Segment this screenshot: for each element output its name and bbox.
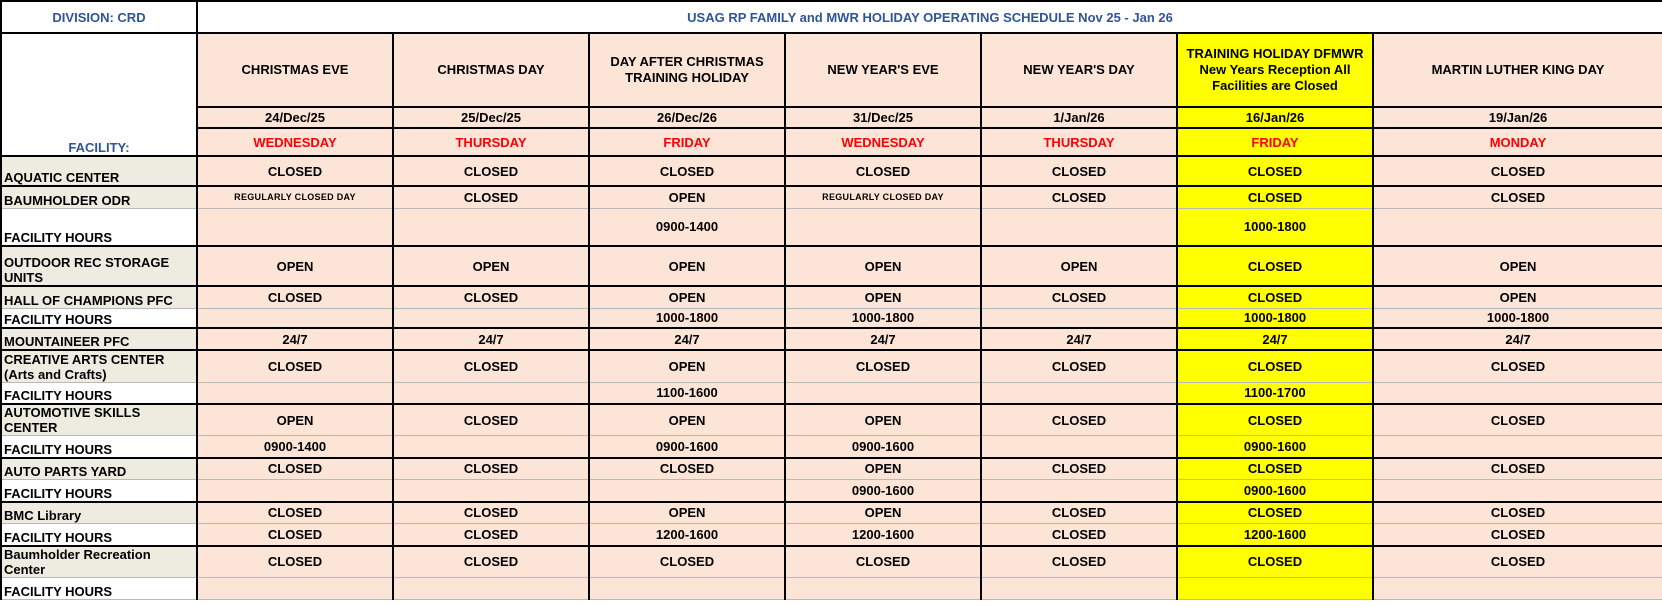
schedule-cell: CLOSED: [981, 502, 1177, 524]
schedule-cell: OPEN: [1373, 286, 1662, 308]
schedule-cell: [981, 382, 1177, 404]
schedule-cell: [393, 577, 589, 599]
schedule-cell: 24/7: [981, 328, 1177, 350]
schedule-cell: [393, 436, 589, 458]
table-row: [1, 308, 1662, 328]
schedule-cell: CLOSED: [1177, 502, 1373, 524]
schedule-cell: CLOSED: [785, 156, 981, 186]
schedule-cell: CLOSED: [393, 350, 589, 382]
schedule-cell: CLOSED: [589, 458, 785, 480]
table-row: [1, 436, 1662, 458]
schedule-cell: 24/7: [197, 328, 393, 350]
schedule-cell: CLOSED: [1177, 350, 1373, 382]
schedule-cell: CLOSED: [981, 350, 1177, 382]
table-row: [1, 328, 1662, 350]
schedule-cell: [981, 308, 1177, 328]
facility-name: BAUMHOLDER ODR: [1, 186, 197, 208]
table-row: [1, 577, 1662, 599]
schedule-cell: 0900-1600: [1177, 436, 1373, 458]
schedule-cell: CLOSED: [1177, 246, 1373, 286]
schedule-cell: 1000-1800: [1177, 208, 1373, 246]
schedule-cell: 0900-1600: [785, 436, 981, 458]
facility-name: AQUATIC CENTER: [1, 156, 197, 186]
schedule-cell: OPEN: [589, 186, 785, 208]
facility-name: AUTOMOTIVE SKILLS CENTER: [1, 404, 197, 436]
schedule-cell: CLOSED: [197, 502, 393, 524]
schedule-cell: CLOSED: [393, 546, 589, 578]
schedule-cell: CLOSED: [981, 524, 1177, 546]
schedule-cell: CLOSED: [1177, 546, 1373, 578]
schedule-cell: REGULARLY CLOSED DAY: [785, 186, 981, 208]
schedule-cell: [393, 308, 589, 328]
schedule-cell: CLOSED: [981, 156, 1177, 186]
table-row: [1, 350, 1662, 382]
holiday-column-header: TRAINING HOLIDAY DFMWR New Years Reception All Facilities are Closed: [1177, 33, 1373, 107]
holiday-weekday: FRIDAY: [589, 128, 785, 156]
schedule-cell: 0900-1600: [1177, 480, 1373, 502]
schedule-cell: OPEN: [589, 286, 785, 308]
schedule-cell: CLOSED: [1373, 186, 1662, 208]
schedule-cell: CLOSED: [1373, 502, 1662, 524]
facility-name: BMC Library: [1, 502, 197, 524]
schedule-cell: 0900-1600: [785, 480, 981, 502]
schedule-cell: CLOSED: [785, 350, 981, 382]
schedule-cell: CLOSED: [981, 286, 1177, 308]
table-row: [1, 480, 1662, 502]
holiday-date: 25/Dec/25: [393, 107, 589, 128]
holiday-date: 1/Jan/26: [981, 107, 1177, 128]
schedule-cell: CLOSED: [393, 502, 589, 524]
table-row: [1, 524, 1662, 546]
schedule-cell: [785, 382, 981, 404]
schedule-cell: CLOSED: [197, 350, 393, 382]
schedule-cell: [981, 577, 1177, 599]
schedule-cell: CLOSED: [393, 404, 589, 436]
schedule-cell: CLOSED: [197, 286, 393, 308]
facility-name: FACILITY HOURS: [1, 524, 197, 546]
schedule-cell: REGULARLY CLOSED DAY: [197, 186, 393, 208]
holiday-column-header: MARTIN LUTHER KING DAY: [1373, 33, 1662, 107]
facility-name: AUTO PARTS YARD: [1, 458, 197, 480]
facility-name: OUTDOOR REC STORAGE UNITS: [1, 246, 197, 286]
schedule-cell: OPEN: [785, 286, 981, 308]
holiday-column-header: DAY AFTER CHRISTMAS TRAINING HOLIDAY: [589, 33, 785, 107]
schedule-cell: 1200-1600: [589, 524, 785, 546]
schedule-cell: 24/7: [1373, 328, 1662, 350]
schedule-cell: [589, 577, 785, 599]
schedule-cell: CLOSED: [1373, 350, 1662, 382]
schedule-cell: CLOSED: [393, 524, 589, 546]
schedule-cell: OPEN: [197, 404, 393, 436]
schedule-cell: 1000-1800: [1373, 308, 1662, 328]
schedule-cell: [785, 208, 981, 246]
schedule-cell: [393, 208, 589, 246]
schedule-cell: CLOSED: [1177, 156, 1373, 186]
schedule-cell: OPEN: [589, 404, 785, 436]
facility-name: Baumholder Recreation Center: [1, 546, 197, 578]
table-row: [1, 156, 1662, 186]
facility-name: FACILITY HOURS: [1, 382, 197, 404]
schedule-cell: CLOSED: [1373, 156, 1662, 186]
schedule-cell: CLOSED: [589, 546, 785, 578]
holiday-weekday: WEDNESDAY: [785, 128, 981, 156]
holiday-weekday: WEDNESDAY: [197, 128, 393, 156]
schedule-cell: [1373, 480, 1662, 502]
holiday-column-header: NEW YEAR'S DAY: [981, 33, 1177, 107]
schedule-cell: [197, 382, 393, 404]
schedule-cell: CLOSED: [981, 458, 1177, 480]
schedule-cell: OPEN: [785, 458, 981, 480]
schedule-cell: OPEN: [1373, 246, 1662, 286]
schedule-cell: CLOSED: [197, 546, 393, 578]
schedule-cell: CLOSED: [393, 186, 589, 208]
holiday-weekday: MONDAY: [1373, 128, 1662, 156]
schedule-cell: OPEN: [785, 246, 981, 286]
schedule-cell: CLOSED: [393, 286, 589, 308]
schedule-cell: CLOSED: [393, 458, 589, 480]
facility-name: FACILITY HOURS: [1, 436, 197, 458]
facility-name: MOUNTAINEER PFC: [1, 328, 197, 350]
schedule-cell: [197, 480, 393, 502]
table-row: [1, 502, 1662, 524]
facility-name: HALL OF CHAMPIONS PFC: [1, 286, 197, 308]
schedule-cell: CLOSED: [1177, 286, 1373, 308]
schedule-cell: [197, 308, 393, 328]
schedule-cell: [981, 208, 1177, 246]
schedule-cell: 1000-1800: [1177, 308, 1373, 328]
schedule-cell: CLOSED: [589, 156, 785, 186]
holiday-column-header: CHRISTMAS DAY: [393, 33, 589, 107]
holiday-column-header: NEW YEAR'S EVE: [785, 33, 981, 107]
schedule-cell: OPEN: [589, 350, 785, 382]
schedule-cell: CLOSED: [197, 524, 393, 546]
schedule-cell: CLOSED: [197, 156, 393, 186]
table-row: [1, 382, 1662, 404]
schedule-cell: [589, 480, 785, 502]
facility-name: FACILITY HOURS: [1, 480, 197, 502]
table-row: [1, 546, 1662, 578]
schedule-cell: OPEN: [197, 246, 393, 286]
schedule-cell: [393, 480, 589, 502]
schedule-cell: CLOSED: [981, 546, 1177, 578]
schedule-cell: 24/7: [1177, 328, 1373, 350]
schedule-cell: CLOSED: [1177, 458, 1373, 480]
schedule-cell: 0900-1400: [589, 208, 785, 246]
holiday-weekday: THURSDAY: [981, 128, 1177, 156]
schedule-cell: 0900-1400: [197, 436, 393, 458]
schedule-cell: CLOSED: [1177, 404, 1373, 436]
schedule-cell: 0900-1600: [589, 436, 785, 458]
schedule-cell: OPEN: [589, 502, 785, 524]
table-row: [1, 458, 1662, 480]
holiday-date: 16/Jan/26: [1177, 107, 1373, 128]
facility-name: FACILITY HOURS: [1, 208, 197, 246]
schedule-cell: CLOSED: [393, 156, 589, 186]
schedule-cell: OPEN: [981, 246, 1177, 286]
schedule-cell: OPEN: [393, 246, 589, 286]
schedule-cell: 24/7: [393, 328, 589, 350]
schedule-cell: OPEN: [785, 404, 981, 436]
schedule-cell: CLOSED: [1373, 546, 1662, 578]
holiday-weekday: THURSDAY: [393, 128, 589, 156]
schedule-cell: 1000-1800: [785, 308, 981, 328]
schedule-cell: [785, 577, 981, 599]
schedule-cell: CLOSED: [1177, 186, 1373, 208]
schedule-cell: OPEN: [589, 246, 785, 286]
schedule-cell: 1100-1700: [1177, 382, 1373, 404]
schedule-cell: CLOSED: [1373, 458, 1662, 480]
schedule-cell: 1200-1600: [785, 524, 981, 546]
division-label: DIVISION: CRD: [1, 1, 197, 33]
schedule-cell: CLOSED: [1373, 524, 1662, 546]
schedule-cell: [1373, 382, 1662, 404]
table-row: [1, 208, 1662, 246]
table-row: [1, 286, 1662, 308]
schedule-cell: 1000-1800: [589, 308, 785, 328]
holiday-weekday: FRIDAY: [1177, 128, 1373, 156]
schedule-cell: [1373, 436, 1662, 458]
schedule-cell: CLOSED: [981, 404, 1177, 436]
schedule-cell: CLOSED: [1373, 404, 1662, 436]
schedule-cell: [197, 208, 393, 246]
schedule-cell: [1177, 577, 1373, 599]
holiday-date: 19/Jan/26: [1373, 107, 1662, 128]
facility-name: FACILITY HOURS: [1, 577, 197, 599]
schedule-cell: CLOSED: [981, 186, 1177, 208]
schedule-cell: [981, 436, 1177, 458]
schedule-cell: CLOSED: [785, 546, 981, 578]
facility-name: FACILITY HOURS: [1, 308, 197, 328]
holiday-date: 24/Dec/25: [197, 107, 393, 128]
schedule-title: USAG RP FAMILY and MWR HOLIDAY OPERATING SCHEDULE Nov 25 - Jan 26: [197, 1, 1662, 33]
table-row: [1, 404, 1662, 436]
schedule-cell: CLOSED: [197, 458, 393, 480]
schedule-cell: [393, 382, 589, 404]
schedule-cell: [197, 577, 393, 599]
schedule-cell: 1100-1600: [589, 382, 785, 404]
schedule-cell: 24/7: [785, 328, 981, 350]
holiday-date: 26/Dec/26: [589, 107, 785, 128]
schedule-cell: 1200-1600: [1177, 524, 1373, 546]
schedule-cell: [1373, 208, 1662, 246]
schedule-cell: [1373, 577, 1662, 599]
schedule-cell: OPEN: [785, 502, 981, 524]
table-row: [1, 246, 1662, 286]
schedule-cell: [981, 480, 1177, 502]
holiday-date: 31/Dec/25: [785, 107, 981, 128]
schedule-cell: 24/7: [589, 328, 785, 350]
table-row: [1, 186, 1662, 208]
facility-name: CREATIVE ARTS CENTER (Arts and Crafts): [1, 350, 197, 382]
holiday-column-header: CHRISTMAS EVE: [197, 33, 393, 107]
facility-column-header: FACILITY:: [1, 33, 197, 156]
